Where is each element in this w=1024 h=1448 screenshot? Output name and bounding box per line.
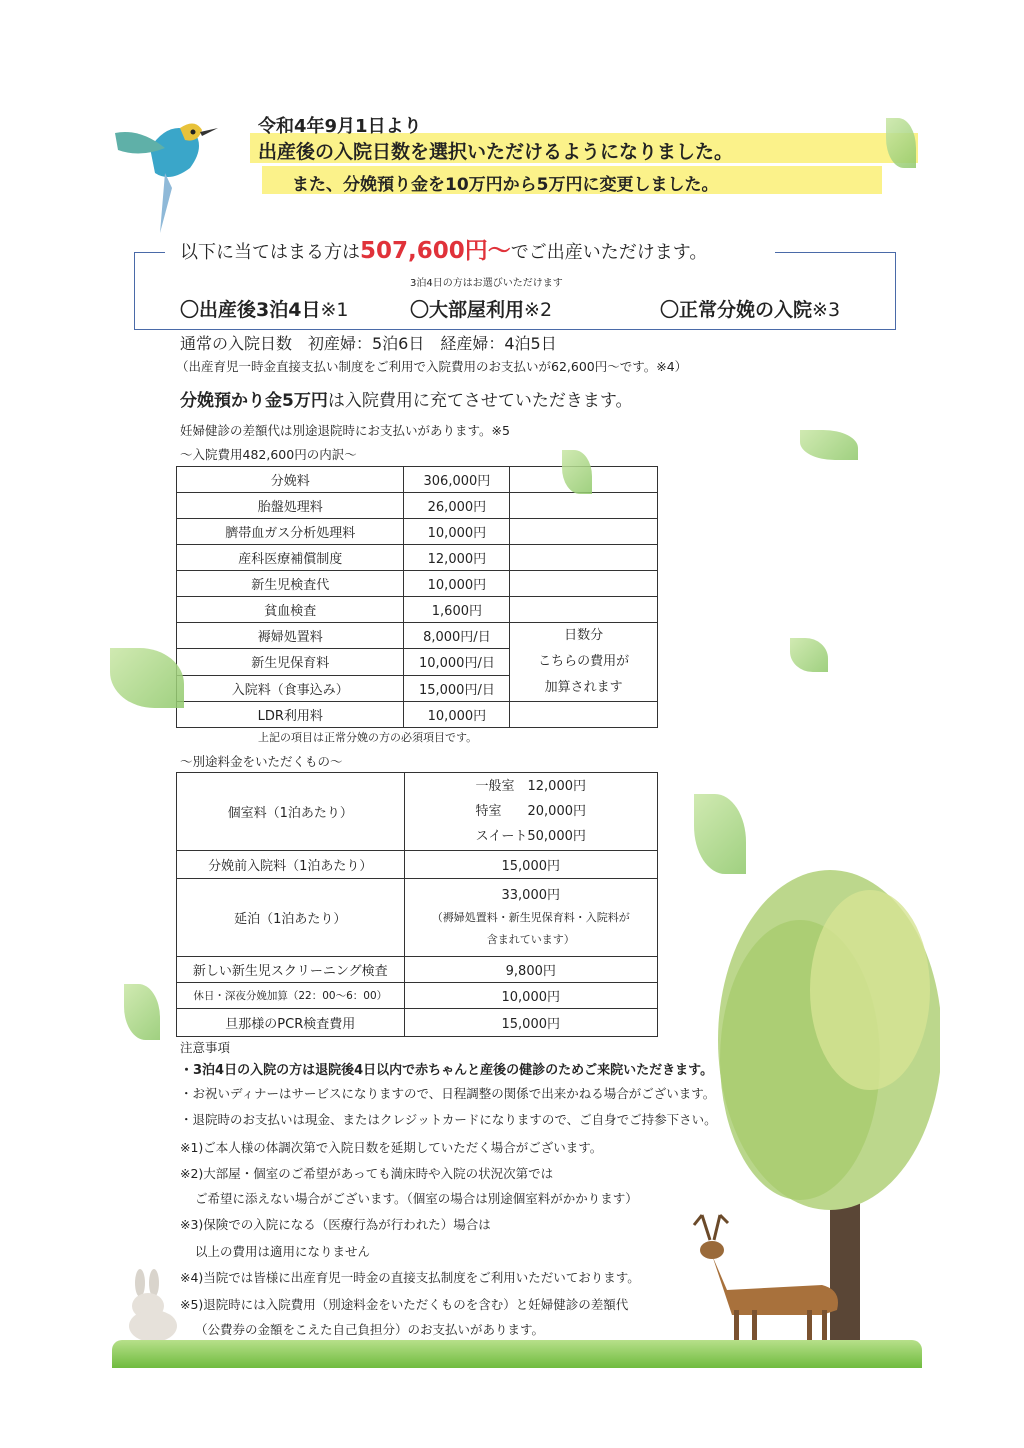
note-3a: ※3)保険での入院になる（医療行為が行われた）場合は — [180, 1217, 491, 1232]
empty-cell — [510, 702, 658, 728]
leaf-decoration — [124, 984, 160, 1040]
leaf-decoration — [800, 430, 858, 460]
table-row — [177, 519, 658, 545]
table-row — [177, 493, 658, 519]
room-price-line: スイート50,000円 — [475, 829, 586, 844]
price-cell: 15,000円 — [404, 851, 657, 879]
table-row — [177, 879, 658, 957]
item-cell: 旦那様のPCR検査費用 — [177, 1009, 405, 1037]
price-cell: 10,000円 — [404, 571, 510, 597]
table-row — [177, 623, 658, 649]
deposit-rest: は入院費用に充てさせていただきます。 — [327, 391, 633, 411]
per-day-note-cell — [510, 623, 658, 702]
note-5b: （公費券の金額をこえた自己負担分）のお支払いがあります。 — [195, 1322, 545, 1337]
breakdown-title: 〜入院費用482,600円の内訳〜 — [180, 447, 357, 462]
grass-strip — [112, 1340, 922, 1368]
price-cell: 26,000円 — [404, 493, 510, 519]
price-value: 33,000円 — [501, 887, 560, 903]
price-cell: 8,000円/日 — [404, 623, 510, 649]
table-row — [177, 571, 658, 597]
empty-cell — [510, 571, 658, 597]
price-cell: 10,000円 — [404, 702, 510, 728]
item-cell: 胎盤処理料 — [177, 493, 404, 519]
table-row — [177, 983, 658, 1009]
table-row — [177, 851, 658, 879]
circle-mark: 〇 — [410, 299, 430, 321]
item-cell: 新しい新生児スクリーニング検査 — [177, 957, 405, 983]
table-row — [177, 597, 658, 623]
item-cell: 産科医療補償制度 — [177, 545, 404, 571]
headline: 出産後の入院日数を選択いただけるようになりました。 — [258, 141, 734, 163]
bird-illustration — [110, 88, 220, 238]
price-sub: 含まれています） — [486, 932, 575, 946]
offer-price: 507,600円〜 — [360, 238, 511, 264]
per-day-note-line: 加算されます — [544, 680, 623, 695]
price-cell: 10,000円 — [404, 519, 510, 545]
item-cell: 入院料（食事込み） — [177, 675, 404, 701]
extra-table — [176, 772, 658, 1037]
note-bullet-2: ・お祝いディナーはサービスになりますので、日程調整の関係で出来かねる場合がございます。 — [180, 1086, 716, 1101]
notes-title: 注意事項 — [180, 1040, 231, 1055]
price-cell: 15,000円 — [404, 1009, 657, 1037]
item-cell: 臍帯血ガス分析処理料 — [177, 519, 404, 545]
note-5a: ※5)退院時には入院費用（別途料金をいただくものを含む）と妊婦健診の差額代 — [180, 1297, 629, 1312]
table-row — [177, 1009, 658, 1037]
item-cell: 個室料（1泊あたり） — [177, 773, 405, 851]
price-cell: 306,000円 — [404, 467, 510, 493]
deer-illustration — [672, 1205, 852, 1355]
price-sub: （褥婦処置料・新生児保育料・入院料が — [431, 910, 630, 924]
empty-cell — [510, 493, 658, 519]
leaf-decoration — [790, 638, 828, 672]
extra-title: 〜別途料金をいただくもの〜 — [180, 754, 343, 769]
condition-3-text: 正常分娩の入院 — [679, 299, 813, 321]
per-day-note-line: 日数分 — [564, 628, 604, 643]
price-cell: 10,000円/日 — [404, 649, 510, 675]
room-price-line: 特室 20,000円 — [475, 804, 586, 819]
table-row — [177, 545, 658, 571]
price-cell: 9,800円 — [404, 957, 657, 983]
offer-line — [180, 232, 707, 265]
breakdown-table — [176, 466, 658, 728]
item-cell: LDR利用料 — [177, 702, 404, 728]
price-cell: 1,600円 — [404, 597, 510, 623]
checkup-note: 妊婦健診の差額代は別途退院時にお支払いがあります。※5 — [180, 423, 510, 438]
circle-mark: 〇 — [660, 299, 680, 321]
deposit-bold: 分娩預かり金5万円 — [180, 391, 328, 411]
price-cell: 12,000円 — [404, 545, 510, 571]
condition-1-note: ※1 — [320, 299, 349, 321]
item-cell: 新生児保育料 — [177, 649, 404, 675]
price-cell: 15,000円/日 — [404, 675, 510, 701]
empty-cell — [510, 545, 658, 571]
offer-small-note: 3泊4日の方はお選びいただけます — [410, 278, 563, 289]
empty-cell — [510, 597, 658, 623]
price-cell — [404, 773, 657, 851]
offer-prefix: 以下に当てはまる方は — [180, 242, 360, 263]
note-bullet-1: ・3泊4日の入院の方は退院後4日以内で赤ちゃんと産後の健診のためご来院いただきます。 — [180, 1059, 713, 1078]
price-cell — [404, 879, 657, 957]
normal-stay: 通常の入院日数 初産婦：5泊6日 経産婦：4泊5日 — [180, 334, 557, 353]
price-cell: 10,000円 — [404, 983, 657, 1009]
circle-mark: 〇 — [180, 299, 200, 321]
item-cell: 新生児検査代 — [177, 571, 404, 597]
note-3b: 以上の費用は適用になりません — [195, 1244, 371, 1259]
item-cell: 分娩料 — [177, 467, 404, 493]
direct-pay-note: （出産育児一時金直接支払い制度をご利用で入院費用のお支払いが62,600円〜です。※4） — [176, 359, 688, 374]
condition-1 — [180, 295, 348, 322]
empty-cell — [510, 519, 658, 545]
offer-suffix: でご出産いただけます。 — [510, 242, 708, 263]
table-row — [177, 702, 658, 728]
deposit-line — [180, 386, 632, 411]
leaf-decoration — [110, 648, 184, 708]
note-1: ※1)ご本人様の体調次第で入院日数を延期していただく場合がございます。 — [180, 1140, 603, 1155]
date-line: 令和4年9月1日より — [258, 116, 422, 137]
table-row — [177, 957, 658, 983]
note-4: ※4)当院では皆様に出産育児一時金の直接支払制度をご利用いただいております。 — [180, 1270, 640, 1285]
item-cell: 休日・深夜分娩加算（22：00〜6：00） — [177, 983, 405, 1009]
condition-3 — [660, 295, 840, 322]
note-bullet-3: ・退院時のお支払いは現金、またはクレジットカードになりますので、ご自身でご持参下さい。 — [180, 1112, 717, 1127]
table-row — [177, 773, 658, 851]
item-cell: 延泊（1泊あたり） — [177, 879, 405, 957]
per-day-note-line: こちらの費用が — [538, 654, 630, 669]
rabbit-illustration — [118, 1268, 188, 1343]
condition-2 — [410, 295, 552, 322]
condition-1-text: 出産後3泊4日 — [199, 299, 321, 321]
item-cell: 褥婦処置料 — [177, 623, 404, 649]
room-price-line: 一般室 12,000円 — [475, 779, 586, 794]
note-2b: ご希望に添えない場合がございます。（個室の場合は別途個室料がかかります） — [195, 1191, 638, 1206]
condition-2-text: 大部屋利用 — [429, 299, 525, 321]
breakdown-footer: 上記の項目は正常分娩の方の必須項目です。 — [258, 731, 478, 744]
condition-2-note: ※2 — [524, 299, 553, 321]
item-cell: 分娩前入院料（1泊あたり） — [177, 851, 405, 879]
subline: また、分娩預り金を10万円から5万円に変更しました。 — [292, 175, 719, 195]
condition-3-note: ※3 — [812, 299, 841, 321]
note-2a: ※2)大部屋・個室のご希望があっても満床時や入院の状況次第では — [180, 1166, 554, 1181]
item-cell: 貧血検査 — [177, 597, 404, 623]
